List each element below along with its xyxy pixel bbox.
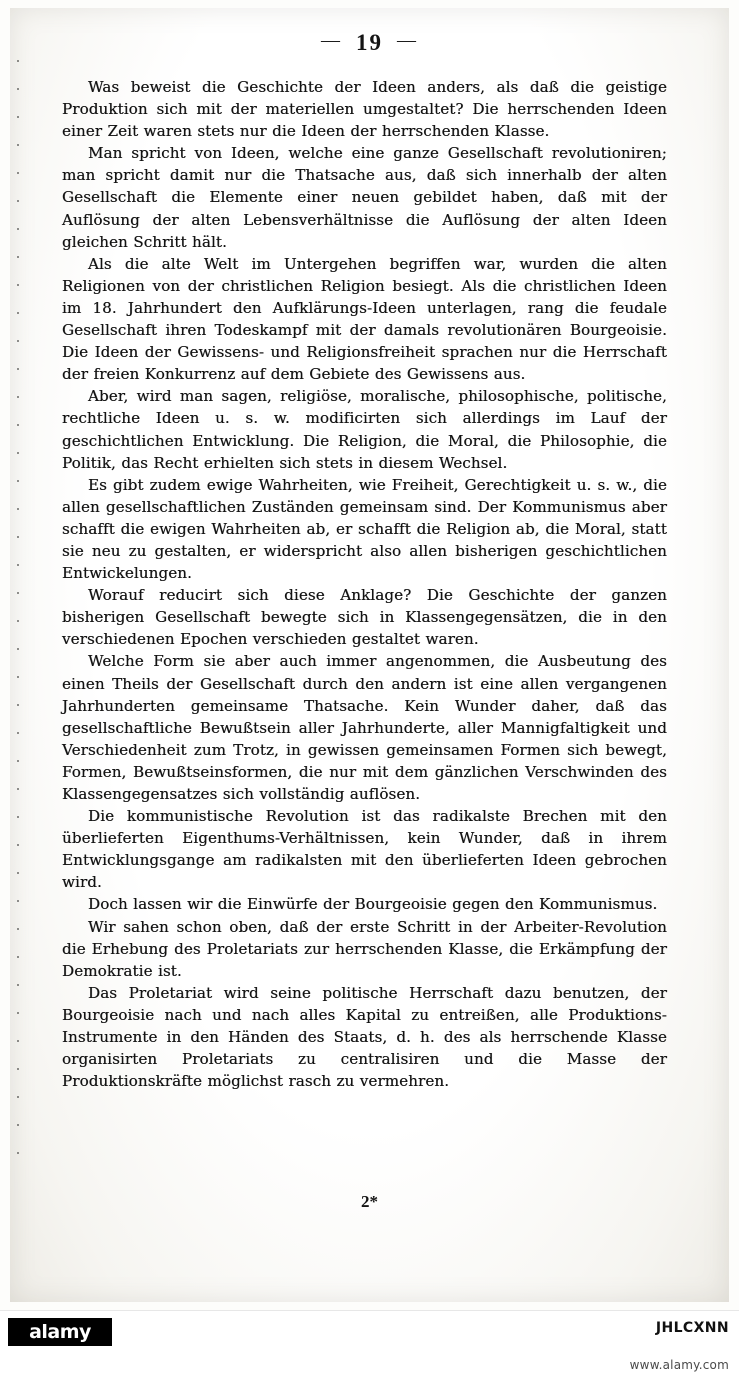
paragraph: Wir sahen schon oben, daß der erste Schritt in der Arbeiter-Revolution die Erhebung des Proletariats zur herrschenden Klasse, die Erkämpfung der Demokratie ist. [62, 917, 667, 980]
scan-edge-artifacts [16, 60, 22, 1190]
page-number [0, 30, 739, 56]
signature-mark: 2* [361, 1192, 378, 1211]
paragraph: Was beweist die Geschichte der Ideen anders, als daß die geistige Produktion sich mit der materiellen umgestaltet? Die herrschenden Ideen einer Zeit waren stets nur die Ideen der herrschenden Klasse. [62, 78, 667, 141]
page-number-dash-right: — [397, 30, 418, 51]
paragraph: Welche Form sie aber auch immer angenommen, die Ausbeutung des einen Theils der Gesellschaft durch den andern ist eine allen vergangenen Jahrhunderten gemeinsame Thatsache. Kein Wunder daher, daß das gesellschaftliche Bewußtsein aller Jahrhunderte, aller Mannigfaltigkeit und Verschiedenheit zum Trotz, in gewissen gemeinsamen Formen sich bewegt, Formen, Bewußtseinsformen, die nur mit dem gänzlichen Verschwinden des Klassengegensatzes sich vollständig auflösen. [62, 652, 667, 803]
alamy-logo: alamy [8, 1318, 112, 1346]
image-id-label: JHLCXNN [655, 1320, 729, 1336]
page-body-text [62, 76, 667, 1092]
page-number-value: 19 [356, 30, 383, 55]
paragraph: Doch lassen wir die Einwürfe der Bourgeoisie gegen den Kommunismus. [88, 895, 658, 914]
paragraph: Worauf reducirt sich diese Anklage? Die Geschichte der ganzen bisherigen Gesellschaft bewegte sich in Klassengegensätzen, die in den verschiedenen Epochen verschieden gestaltet waren. [62, 586, 667, 649]
paragraph: Man spricht von Ideen, welche eine ganze Gesellschaft revolutioniren; man spricht damit nur die Thatsache aus, daß sich innerhalb der alten Gesellschaft die Elemente einer neuen gebildet haben, daß mit der Auflösung der alten Lebensverhältnisse die Auflösung der alten Ideen gleichen Schritt hält. [62, 144, 667, 251]
paragraph: Aber, wird man sagen, religiöse, moralische, philosophische, politische, rechtliche Ideen u. s. w. modificirten sich allerdings im Lauf der geschichtlichen Entwicklung. Die Religion, die Moral, die Philosophie, die Politik, das Recht erhielten sich stets in diesem Wechsel. [62, 387, 667, 472]
paragraph: Als die alte Welt im Untergehen begriffen war, wurden die alten Religionen von der christlichen Religion besiegt. Als die christlichen Ideen im 18. Jahrhundert den Aufklärungs-Ideen unterlagen, rang die feudale Gesellschaft ihren Todeskampf mit der damals revolutionären Bourgeoisie. Die Ideen der Gewissens- und Religionsfreiheit sprachen nur die Herrschaft der freien Konkurrenz auf dem Gebiete des Gewissens aus. [62, 254, 667, 384]
paragraph: Es gibt zudem ewige Wahrheiten, wie Freiheit, Gerechtigkeit u. s. w., die allen gesellschaftlichen Zuständen gemeinsam sind. Der Kommunismus aber schafft die ewigen Wahrheiten ab, er schafft die Religion ab, die Moral, statt sie neu zu gestalten, er widerspricht also allen bisherigen geschichtlichen Entwickelungen. [62, 475, 667, 583]
paragraph: Das Proletariat wird seine politische Herrschaft dazu benutzen, der Bourgeoisie nach und nach alles Kapital zu entreißen, alle Produktions-Instrumente in den Händen des Staats, d. h. des als herrschende Klasse organisirten Proletariats zu centralisiren und die Masse der Produktionskräfte möglichst rasch zu vermehren. [62, 983, 667, 1091]
paragraph: Die kommunistische Revolution ist das radikalste Brechen mit den überlieferten Eigenthums-Verhältnissen, kein Wunder, daß in ihrem Entwicklungsgange am radikalsten mit den überlieferten Ideen gebrochen wird. [62, 807, 667, 892]
alamy-url-label: www.alamy.com [629, 1358, 729, 1372]
page-number-dash-left: — [321, 30, 342, 51]
